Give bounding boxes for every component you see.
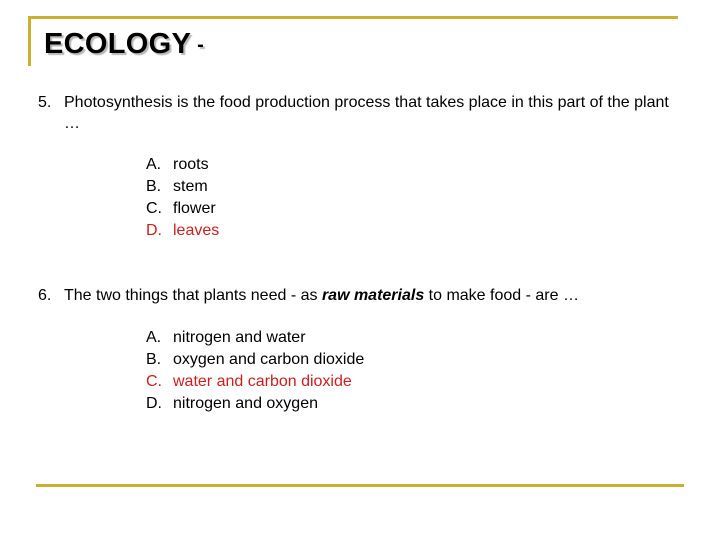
option-letter: A. — [146, 156, 162, 173]
option-d-correct — [146, 220, 219, 242]
question-text: Photosynthesis is the food production process that takes place in this part of the plant … — [64, 94, 669, 132]
option-letter: D. — [146, 222, 162, 239]
option-text: stem — [173, 178, 208, 195]
option-text: roots — [173, 156, 209, 173]
title-text: ECOLOGY — [44, 28, 192, 60]
question-text-end: to make food - are … — [424, 287, 579, 304]
option-a — [146, 154, 219, 176]
option-text: nitrogen and oxygen — [173, 395, 318, 412]
title-suffix: - — [197, 33, 205, 56]
option-text: water and carbon dioxide — [173, 373, 352, 390]
question-6 — [38, 285, 698, 306]
option-text: oxygen and carbon dioxide — [173, 351, 365, 368]
slide-title — [44, 28, 204, 61]
option-a — [146, 327, 364, 349]
question-text-emphasis: raw materials — [321, 287, 425, 304]
option-b — [146, 176, 219, 198]
option-d — [146, 393, 364, 415]
option-letter: A. — [146, 329, 162, 346]
option-letter: D. — [146, 395, 162, 412]
question-text-start: The two things that plants need - as — [64, 287, 322, 304]
option-letter: C. — [146, 200, 162, 217]
option-c-correct — [146, 371, 364, 393]
question-5 — [38, 92, 678, 134]
option-text: nitrogen and water — [173, 329, 306, 346]
question-number: 6. — [38, 287, 52, 304]
question-6-options — [146, 327, 364, 415]
frame-left-rule — [28, 16, 31, 66]
option-b — [146, 349, 364, 371]
option-text: leaves — [173, 222, 220, 239]
question-text — [64, 285, 698, 306]
question-number: 5. — [38, 94, 52, 111]
option-letter: B. — [146, 351, 162, 368]
option-letter: B. — [146, 178, 162, 195]
option-text: flower — [173, 200, 216, 217]
question-5-options — [146, 154, 219, 242]
frame-top-rule — [28, 16, 678, 19]
option-c — [146, 198, 219, 220]
option-letter: C. — [146, 373, 162, 390]
frame-bottom-rule — [36, 484, 684, 487]
